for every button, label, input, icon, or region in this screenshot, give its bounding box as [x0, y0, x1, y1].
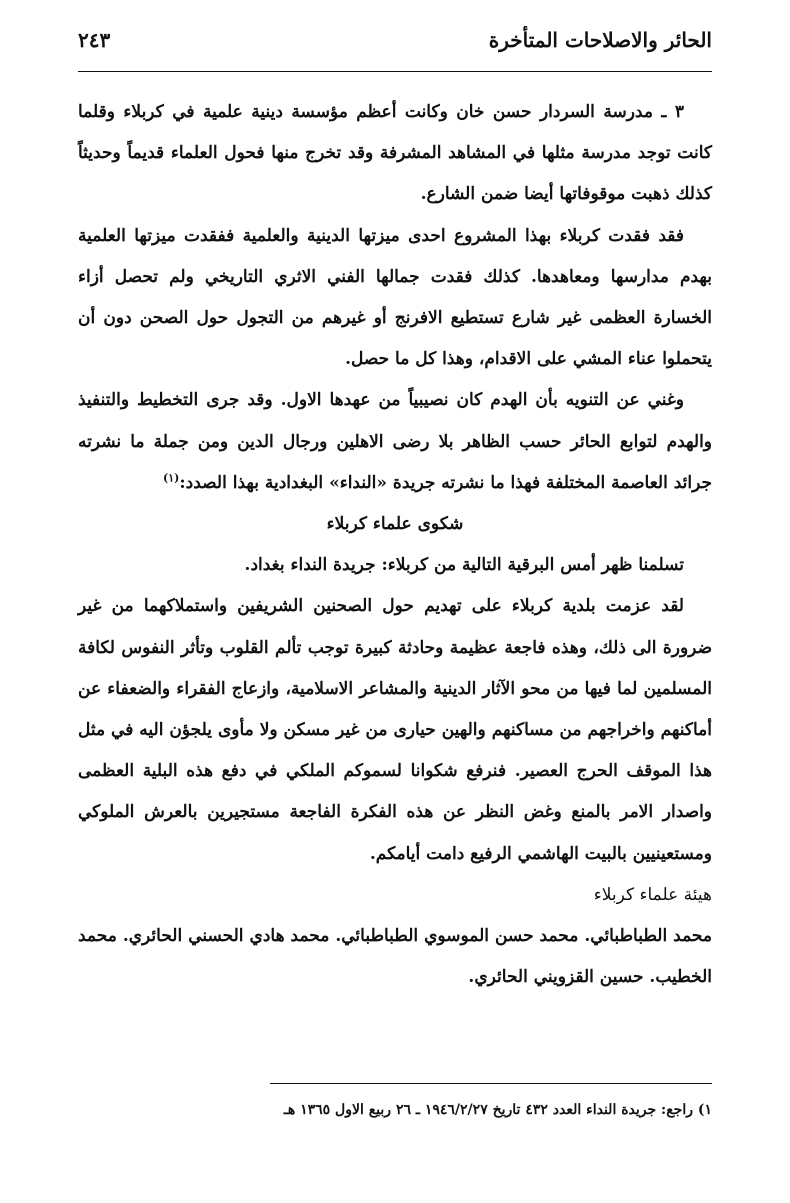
header-rule: [78, 71, 712, 72]
running-title: الحائر والاصلاحات المتأخرة: [488, 28, 712, 52]
paragraph-school: ٣ ـ مدرسة السردار حسن خان وكانت أعظم مؤسسة دينية علمية في كربلاء وقلما كانت توجد مدرسة مثلها في المشاهد المشرفة وقد تخرج منها فحول العلماء قديماً وحديثاً كذلك ذهبت موقوفاتها أيضا ضمن الشارع.: [78, 102, 712, 205]
page-number: ٢٤٣: [78, 28, 111, 52]
paragraph-demolition: [78, 380, 712, 504]
footnote-marker: (١): [163, 471, 180, 485]
telegram-body: لقد عزمت بلدية كربلاء على تهديم حول الصحنين الشريفين واستملاكهما من غير ضرورة الى ذلك، وهذه فاجعة عظيمة وحادثة كبيرة توجب تألم القلوب وتأثر النفوس لكافة المسلمين لما فيها من محو الآثار الدينية والمشاعر الاسلامية، وازعاج الفقراء والضعفاء عن أماكنهم واخراجهم من مساكنهم والهين حيارى من غير مسكن ولا مأوى يلجؤن اليه في مثل هذا الموقف الحرج العصير. فنرفع شكوانا لسموكم الملكي في دفع هذه البلية العظمى واصدار الامر بالمنع وغض النظر عن هذه الفكرة الفاجعة مستجيرين بالعرش الملوكي ومستعينيين بالبيت الهاشمي الرفيع دامت أيامكم.: [78, 596, 712, 864]
section-subheading: شكوى علماء كربلاء: [326, 514, 464, 535]
running-header: [78, 28, 712, 52]
footnote-rule: [270, 1083, 712, 1084]
page-body: [78, 92, 712, 998]
telegram-intro: تسلمنا ظهر أمس البرقية التالية من كربلاء: جريدة النداء بغداد.: [244, 555, 684, 576]
paragraph-loss: فقد فقدت كربلاء بهذا المشروع احدى ميزتها الدينية والعلمية ففقدت ميزتها العلمية بهدم مدارسها ومعاهدها. كذلك فقدت جمالها الفني الاثري التاريخي ولم تحصل أزاء الخسارة العظمى غير شارع تستطيع الافرنج أو غيرهم من التجول حول الصحن دون أن يتحملوا عناء المشي على الاقدام، وهذا كل ما حصل.: [78, 225, 712, 370]
paragraph-demolition-text: وغني عن التنويه بأن الهدم كان نصيبياً من عهدها الاول. وقد جرى التخطيط والتنفيذ والهدم لتوابع الحائر حسب الظاهر بلا رضى الاهلين ورجال الدين ومن جملة ما نشرته جرائد العاصمة المختلفة فهذا ما نشرته جريدة «النداء» البغدادية بهذا الصدد:: [78, 390, 712, 493]
signatories: محمد الطباطبائي. محمد حسن الموسوي الطباطبائي. محمد هادي الحسني الحائري. محمد الخطيب. حسين القزويني الحائري.: [78, 926, 712, 988]
footnote: ١) راجع: جريدة النداء العدد ٤٣٢ تاريخ ١٩٤٦/٢/٢٧ ـ ٢٦ ربيع الاول ١٣٦٥ هـ: [283, 1102, 712, 1118]
signature-heading: هيئة علماء كربلاء: [593, 884, 712, 905]
